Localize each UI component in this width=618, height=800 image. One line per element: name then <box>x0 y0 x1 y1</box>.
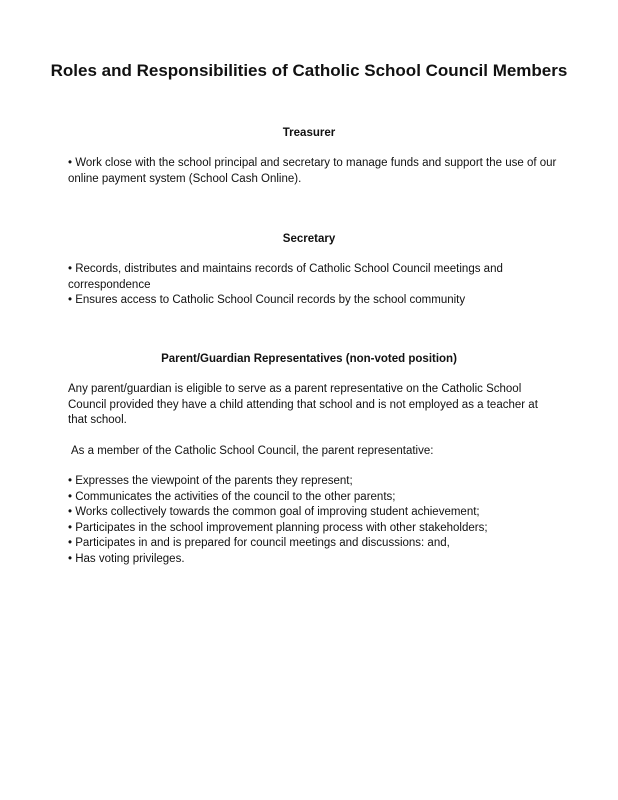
parent-reps-bullet: • Has voting privileges. <box>68 552 185 565</box>
parent-reps-section <box>68 382 558 567</box>
parent-reps-heading: Parent/Guardian Representatives (non-voted position) <box>161 353 457 365</box>
parent-reps-bullet: • Participates in the school improvement planning process with other stakeholders; <box>68 521 488 534</box>
page-title: Roles and Responsibilities of Catholic School Council Members <box>50 61 568 80</box>
treasurer-heading: Treasurer <box>282 127 336 139</box>
parent-reps-bullet: • Participates in and is prepared for council meetings and discussions: and, <box>68 537 450 549</box>
secretary-bullet-list <box>68 262 558 309</box>
secretary-bullet: • Ensures access to Catholic School Council records by the school community <box>68 294 466 306</box>
secretary-section <box>68 262 558 309</box>
parent-reps-bullet: • Expresses the viewpoint of the parents they represent; <box>68 475 353 487</box>
treasurer-bullet-list <box>68 156 558 187</box>
parent-reps-bullet: • Works collectively towards the common goal of improving student achievement; <box>68 506 480 518</box>
representative-intro: As a member of the Catholic School Council, the parent representative: <box>71 444 434 457</box>
treasurer-section <box>68 156 558 187</box>
secretary-bullet: • Records, distributes and maintains records of Catholic School Council meetings and correspondence <box>68 263 503 291</box>
secretary-heading: Secretary <box>282 233 336 245</box>
parent-reps-bullet-list <box>68 474 558 567</box>
parent-reps-bullet: • Communicates the activities of the council to the other parents; <box>68 490 396 503</box>
treasurer-bullet: • Work close with the school principal and secretary to manage funds and support the use of our online payment system (School Cash Online). <box>68 157 557 185</box>
eligibility-paragraph: Any parent/guardian is eligible to serve as a parent representative on the Catholic School Council provided they have a child attending that school and is not employed as a teacher at that school. <box>68 383 538 426</box>
